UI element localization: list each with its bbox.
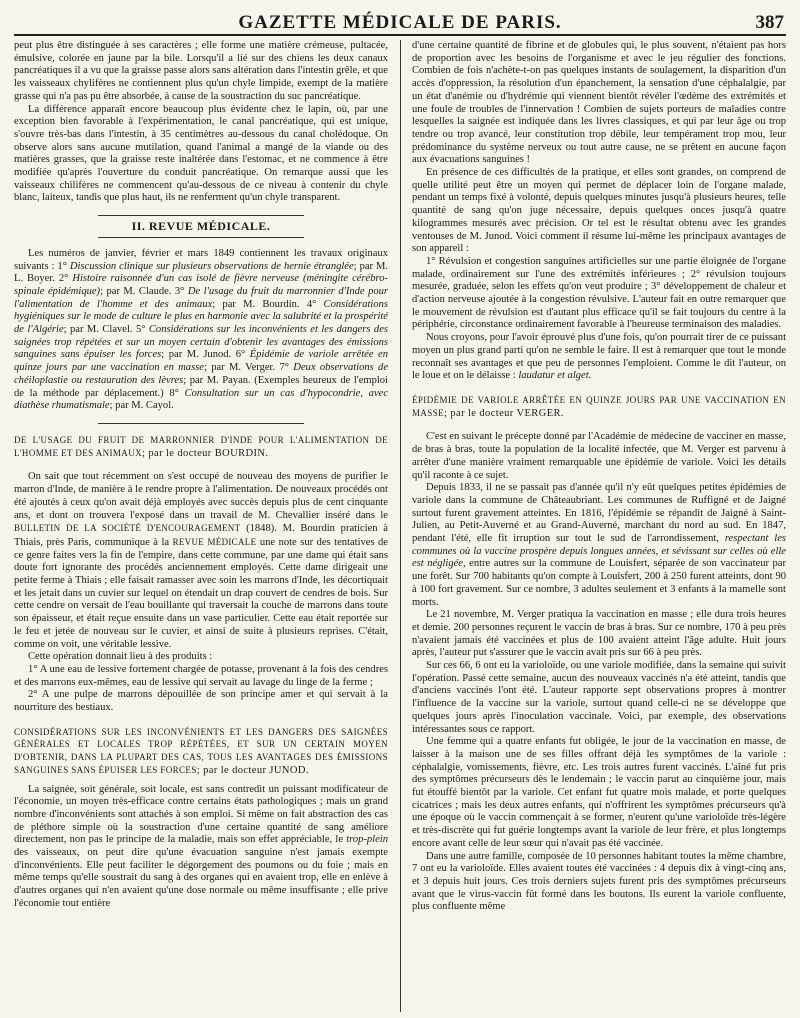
- paragraph: Dans une autre famille, composée de 10 personnes habitant toutes la même chambre, 7 ont eu la varioloïde. Elles avaient toutes été vaccinées : 4 depuis dix à vingt-cinq ans, et 3 depuis huit jours. Ces trois derniers sujets furent pris des symptômes précurseurs avant que le virus-vaccin fût formé dans les boutons. Ils eurent la variole confluente, plus confluente même: [412, 850, 786, 913]
- paragraph: Nous croyons, pour l'avoir éprouvé plus d'une fois, qu'on pourrait tirer de ce puissant moyen un plus grand parti qu'on ne semble le faire. Il est à remarquer que tout le monde reconnaît ses avantages et que peu de personnes l'emploient. Comme le dit l'auteur, on le loue et on le délaisse : laudatur et alget.: [412, 332, 786, 382]
- section-rule: [98, 237, 304, 238]
- article-heading: ÉPIDÉMIE DE VARIOLE ARRÊTÉE EN QUINZE JOURS PAR UNE VACCINATION EN MASSE; par le docteur VERGER.: [412, 394, 786, 419]
- page-header: [14, 12, 786, 36]
- paragraph: La saignée, soit générale, soit locale, est sans contredit un puissant modificateur de l'économie, un moyen très-efficace contre certains états pathologiques ; mais un grand nombre d'inconvénients sont attachés à son emploi. Si même on fait abstraction des cas de pléthore simple où la soustraction d'une certaine quantité de sang améliore directement, non pas le principe de la maladie, mais son effet appréciable, le trop-plein des vaisseaux, on peut dire qu'une évacuation sanguine n'est jamais exempte d'inconvénients. Elle peut faciliter le dégorgement des poumons ou du foie ; mais en même temps qu'elle soustrait du sang à des organes qui en avaient trop, elle en enlève à d'autres organes qui n'en avaient qu'une dose normale ou même insuffisante ; elle prive l'économie tout entière: [14, 783, 388, 909]
- article-heading: CONSIDÉRATIONS SUR LES INCONVÉNIENTS ET LES DANGERS DES SAIGNÉES GÉNÉRALES ET LOCALES TROP RÉPÉTÉES, ET SUR UN CERTAIN MOYEN D'OBTENIR, DANS LA PLUPART DES CAS, TOUS LES AVANTAGES DES ÉMISSIONS SANGUINES SANS ÉPUISER LES FORCES; par le docteur JUNOD.: [14, 726, 388, 776]
- paragraph: C'est en suivant le précepte donné par l'Académie de médecine de vacciner en masse, de bras à bras, toute la population de la localité infectée, que M. Verger est parvenu à arrêter d'une manière vraiment remarquable une épidémie de variole. Voici les détails qu'il raconte à ce sujet.: [412, 431, 786, 481]
- paragraph: Le 21 novembre, M. Verger pratiqua la vaccination en masse ; elle dura trois heures et demie. 200 personnes reçurent le vaccin de bras à bras. Sur ce nombre, 170 à peu près n'avaient jamais été vaccinées et plus de 100 avaient atteint l'âge adulte. Huit jours après, l'auteur put s'assurer que le vaccin avait pris sur 66 à peu près.: [412, 609, 786, 659]
- left-column: [14, 40, 388, 1014]
- paragraph: d'une certaine quantité de fibrine et de globules qui, le plus souvent, n'étaient pas hors de proportion avec les besoins de l'organisme et avec le jeu régulier des fonctions. Combien de fois n'achète-t-on pas quelques instants de soulagement, la disparition d'un accès d'oppression, la résolution d'un épanchement, la sensation d'une céphalalgie, par un état d'anémie ou d'hydrémie qui viennent bientôt révéler l'œdème des extrémités et une foule de troubles de l'innervation ! Combien de sujets porteurs de maladies contre lesquelles la saignée est indiquée dans les livres classiques, et qui par leur âge ou trop tendre ou trop avancé, leur constitution trop débile, leur tempérament trop mou, leur prédominance du système nerveux ou tout autre cause, ne se prêtent en aucune façon aux évacuations sanguines !: [412, 40, 786, 166]
- article-heading: DE L'USAGE DU FRUIT DE MARRONNIER D'INDE POUR L'ALIMENTATION DE L'HOMME ET DES ANIMAUX; par le docteur BOURDIN.: [14, 434, 388, 459]
- paragraph: Une femme qui a quatre enfants fut obligée, le jour de la vaccination en masse, de laisser à la maison une de ses filles offrant déjà les symptômes de la variole : céphalalgie, vomissements, fièvre, etc. Les trois autres furent vaccinés. L'aîné fut pris des symptômes précurseurs dès le lendemain ; le vaccin parut au cinquième jour, mais fut étouffé bientôt par la variole. Cet enfant fut quatre mois malade, et porte quelques cicatrices ; mais les deux autres enfants, qui n'offrirent les symptômes précurseurs qu'à une époque où le vaccin commençait à se former, n'eurent qu'une varioloïde très-légère et très-discrète qui fut guérie longtemps avant la variole de leur frère, et plus longtemps encore avant celle de leur sœur qui n'avait pas été vaccinée.: [412, 736, 786, 849]
- paragraph: Cette opération donnait lieu à des produits :: [28, 651, 213, 663]
- paragraph: La différence apparaît encore beaucoup plus évidente chez le lapin, où, par une exception bien favorable à l'expérimentation, le canal pancréatique, qui est unique, s'ouvre très-bas dans l'intestin, à 35 centimètres au-dessous du canal cholédoque. On observe alors sans aucune mutilation, quand l'animal a mangé de la viande ou des matières grasses, que la graisse reste inaltérée dans l'estomac, et ne commence à être modifiée qu'après l'ouverture du conduit pancréatique. On remarque aussi que les vaisseaux chilifères ne commencent qu'au-dessous de ce niveau à contenir du chyle blanc, laiteux, tandis que plus haut, ils ne renferment qu'un chyle transparent.: [14, 103, 388, 204]
- paragraph: On sait que tout récemment on s'est occupé de nouveau des moyens de purifier le marron d'Inde, de manière à le rendre propre à l'alimentation. De nouveaux procédés ont été ajoutés à ceux qu'on avait déjà employés avec succès depuis plus de cent cinquante ans, et dont on trouvera l'exposé dans un travail de M. Chevallier inséré dans le BULLETIN DE LA SOCIÉTÉ D'ENCOURAGEMENT (1848). M. Bourdin praticien à Thiais, près Paris, communique à la REVUE MÉDICALE une note sur des tentatives de ce genre faites vers la fin de l'empire, dans cette commune, par une dame qui était sans doute fort ignorante des procédés anciennement employés. Cette dame dirigeait une petite ferme à Thiais ; elle faisait ramasser avec soin les marrons d'Inde, les décortiquait et les jetait dans un cuvier sur lequel on étendait un drap couvert de cendres de bois. Sur cette cendre on versait de l'eau bouillante qui traversait la couche de marrons dans toute son épaisseur, et était reçue ensuite dans un vase particulier. Cette eau était reportée sur le feu et jetée de nouveau sur le cuvier, et ainsi de suite à plusieurs reprises. C'était, comme on voit, une véritable lessive.: [14, 471, 388, 650]
- journal-title: GAZETTE MÉDICALE DE PARIS.: [238, 12, 562, 33]
- right-column: [412, 40, 786, 1014]
- paragraph: 1° A une eau de lessive fortement chargée de potasse, provenant à la fois des cendres et des marrons eux-mêmes, eau de lessive qui servait au lavage du linge de la ferme ;: [14, 663, 388, 688]
- column-divider: [400, 40, 401, 1012]
- paragraph: peut plus être distinguée à ses caractères ; elle forme une matière crémeuse, pultacée, émulsive, colorée en jaune par la bile. Lorsqu'il a lié sur des chiens les deux canaux pancréatiques il a vu que la graisse passe alors sans altération dans l'intestin grêle, et que les vaisseaux chylifères ne contiennent plus qu'un chyle limpide, exempt de la matière grasse qui n'a pas pu être absorbée, à cause de la soustraction du suc pancréatique.: [14, 40, 388, 102]
- section-rule: [98, 215, 304, 216]
- revue-summary: Les numéros de janvier, février et mars 1849 contiennent les travaux originaux suivants : 1° Discussion clinique sur plusieurs observations de hernie étranglée; par M. L. Boyer. 2° Histoire raisonnée d'un cas isolé de fièvre nerveuse (méningite cérébro-spinale épidémique); par M. Claude. 3° De l'usage du fruit du marronnier d'Inde pour l'alimentation de l'homme et des animaux; par M. Bourdin. 4° Considérations hygiéniques sur le mode de culture le plus en harmonie avec la salubrité et la prospérité de l'Algérie; par M. Clavel. 5° Considérations sur les inconvénients et les dangers des saignées trop répétées et sur un moyen certain d'obtenir les avantages des émissions sanguines sans épuiser les forces; par M. Junod. 6° Épidémie de variole arrêtée en quinze jours par une vaccination en masse; par M. Verger. 7° Deux observations de chéiloplastie ou restauration des lèvres; par M. Payan. (Exemples heureux de l'emploi de la méthode par déplacement.) 8° Consultation sur un cas d'hypocondrie, avec diathèse rhumatismale; par M. Cayol.: [14, 247, 388, 412]
- paragraph: 2° A une pulpe de marrons dépouillée de son principe amer et qui servait à la nourriture des bestiaux.: [14, 689, 388, 714]
- article-separator: [98, 423, 304, 424]
- paragraph: Depuis 1833, il ne se passait pas d'année qu'il n'y eût quelques petites épidémies de variole dans la commune de Châteaubriant. Les communes de Ruffigné et de Jaigné surtout furent gravement atteintes. En 1816, l'épidémie se répandit de Jaigné à Saint-Julien, au Petit-Auverné et au Grand-Auverné, marchant du nord au sud. En 1847, pendant l'été, elle fit irruption sur tout le sud de l'arrondissement, respectant les communes où la vaccine prospère depuis longues années, et sévissant sur celles où elle est négligée, entre autres sur la commune de Louisfert, séparée de son vaccinateur par une forêt. Sur 700 habitants qu'on compte à Louisfert, 200 à 250 furent atteints, dont 90 à 100 fort gravement. Sur ce nombre, 3 adultes seulement et 3 enfants à la mamelle sont morts.: [412, 482, 786, 608]
- page-number: 387: [755, 12, 784, 33]
- paragraph: Sur ces 66, 6 ont eu la varioloïde, ou une variole modifiée, dans la semaine qui suivit l'opération. Passé cette semaine, aucun des nouveaux vaccinés n'a été atteint, tandis que d'anciens vaccinés l'ont été. L'auteur rapporte sept observations propres à montrer l'influence de la vaccine sur la variole, surtout quand celle-ci ne se développe que quelques jours après l'inoculation vaccinale. Voici, par exemple, des observations intéressantes sous ce rapport.: [412, 660, 786, 735]
- section-title: II. REVUE MÉDICALE.: [131, 219, 271, 234]
- paragraph: En présence de ces difficultés de la pratique, et elles sont grandes, on comprend de quelle utilité peut être un moyen qui permet de déplacer loin de l'organe malade, pendant un temps fixé à volonté, depuis quelques minutes jusqu'à plusieurs heures, telle quantité de sang qu'on juge nécessaire, depuis quelques onces jusqu'à quatre kilogrammes mesurés avec précision. Or tel est le résultat obtenu avec les grandes ventouses de M. Junod. Voici comment il résume lui-même les principaux avantages de son appareil :: [412, 167, 786, 255]
- paragraph: 1° Révulsion et congestion sanguines artificielles sur une partie éloignée de l'organe malade, ordinairement sur l'une des extrémités inférieures ; 2° révulsion toujours mesurée, graduée, selon les effets qu'on veut produire ; 3° développement de chaleur et d'action nerveuse ajoutée à la congestion révulsive. L'auteur fait en outre remarquer que le mouvement de révulsion est d'autant plus efficace qu'il se fait toujours du centre à la périphérie, circonstance ordinairement favorable à l'heureuse terminaison des maladies.: [412, 255, 786, 331]
